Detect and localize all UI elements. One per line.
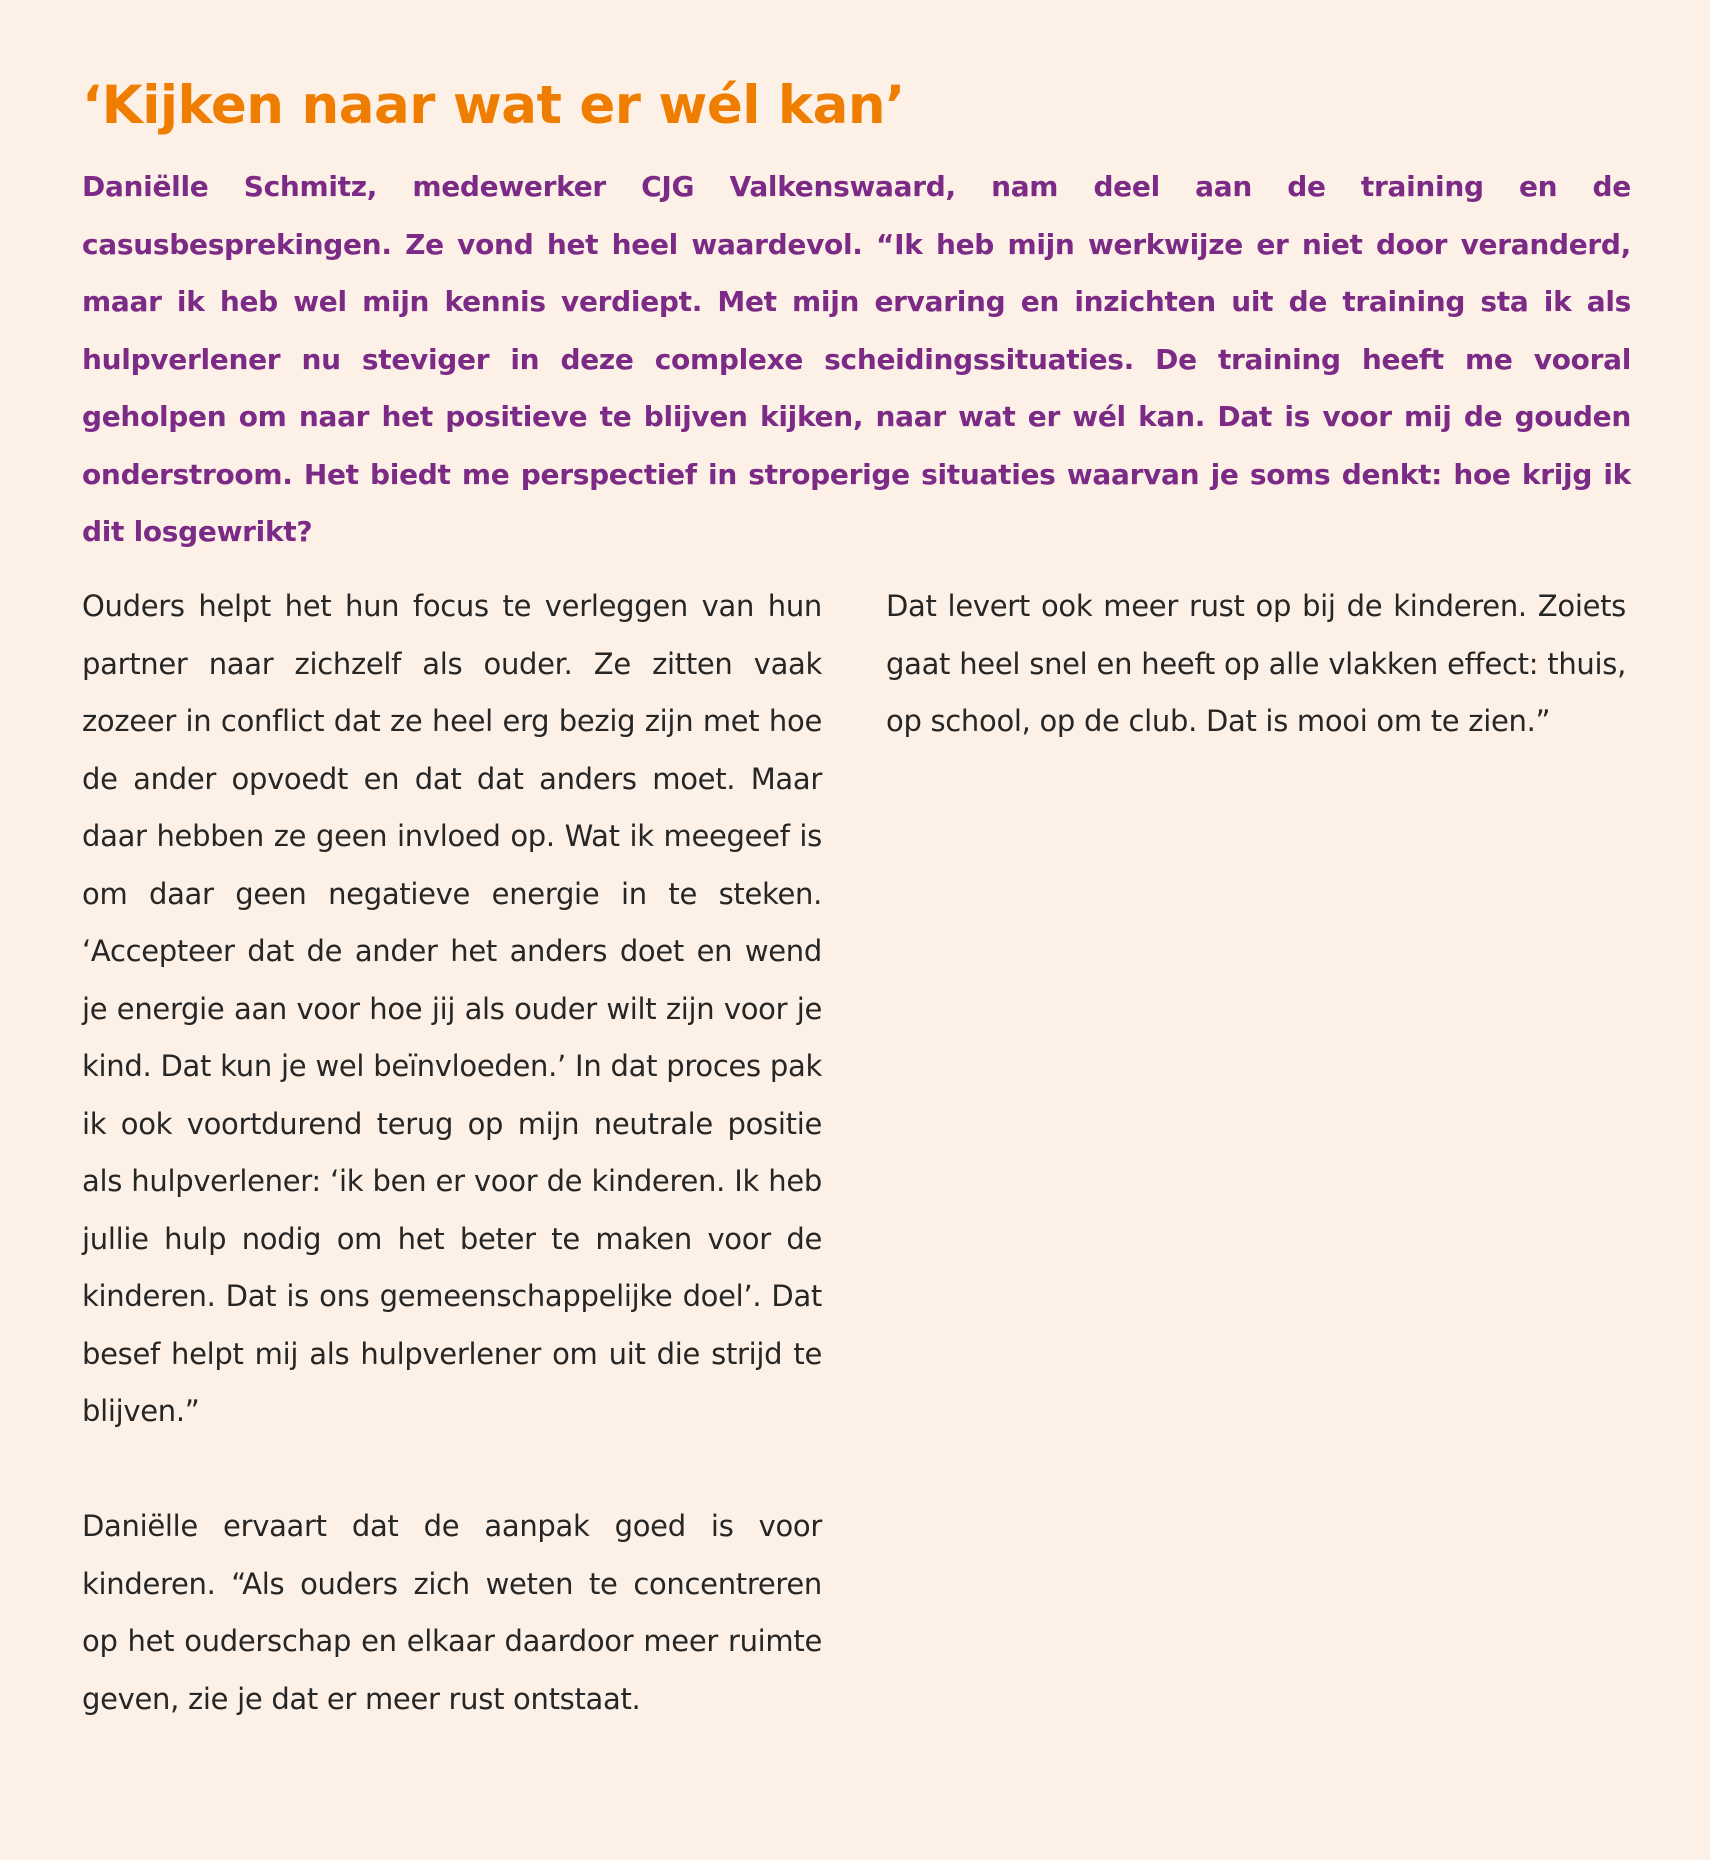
body-column-left bbox=[82, 578, 822, 1728]
article-intro: Daniëlle Schmitz, medewerker CJG Valkenswaard, nam deel aan de training en de casusbesprekingen. Ze vond het heel waardevol. “Ik heb mijn werkwijze er niet door veranderd, maar ik heb wel mijn kennis verdiept. Met mijn ervaring en inzichten uit de training sta ik als hulpverlener nu steviger in deze complexe scheidingssituaties. De training heeft me vooral geholpen om naar het positieve te blijven kijken, naar wat er wél kan. Dat is voor mij de gouden onderstroom. Het biedt me perspectief in stroperige situaties waarvan je soms denkt: hoe krijg ik dit losgewrikt? bbox=[82, 170, 1631, 548]
body-paragraph: Ouders helpt het hun focus te verleggen van hun partner naar zichzelf als ouder. Ze zitten vaak zozeer in conflict dat ze heel erg bezig zijn met hoe de ander opvoedt en dat dat anders moet. Maar daar hebben ze geen invloed op. Wat ik meegeef is om daar geen negatieve energie in te steken. ‘Accepteer dat de ander het anders doet en wend je energie aan voor hoe jij als ouder wilt zijn voor je kind. Dat kun je wel beïnvloeden.’ In dat proces pak ik ook voortdurend terug op mijn neutrale positie als hulpverlener: ‘ik ben er voor de kinderen. Ik heb jullie hulp nodig om het beter te maken voor de kinderen. Dat is ons gemeenschappelijke doel’. Dat besef helpt mij als hulpverlener om uit die strijd te blijven.” bbox=[82, 589, 822, 1428]
body-paragraph: Dat levert ook meer rust op bij de kinderen. Zoiets gaat heel snel en heeft op alle vlakken effect: thuis, op school, op de club. Dat is mooi om te zien.” bbox=[886, 589, 1626, 738]
body-column-right bbox=[886, 578, 1626, 751]
body-paragraph: Daniëlle ervaart dat de aanpak goed is voor kinderen. “Als ouders zich weten te concentreren op het ouderschap en elkaar daardoor meer ruimte geven, zie je dat er meer rust ontstaat. bbox=[82, 1509, 822, 1716]
article-title: ‘Kijken naar wat er wél kan’ bbox=[82, 75, 905, 136]
